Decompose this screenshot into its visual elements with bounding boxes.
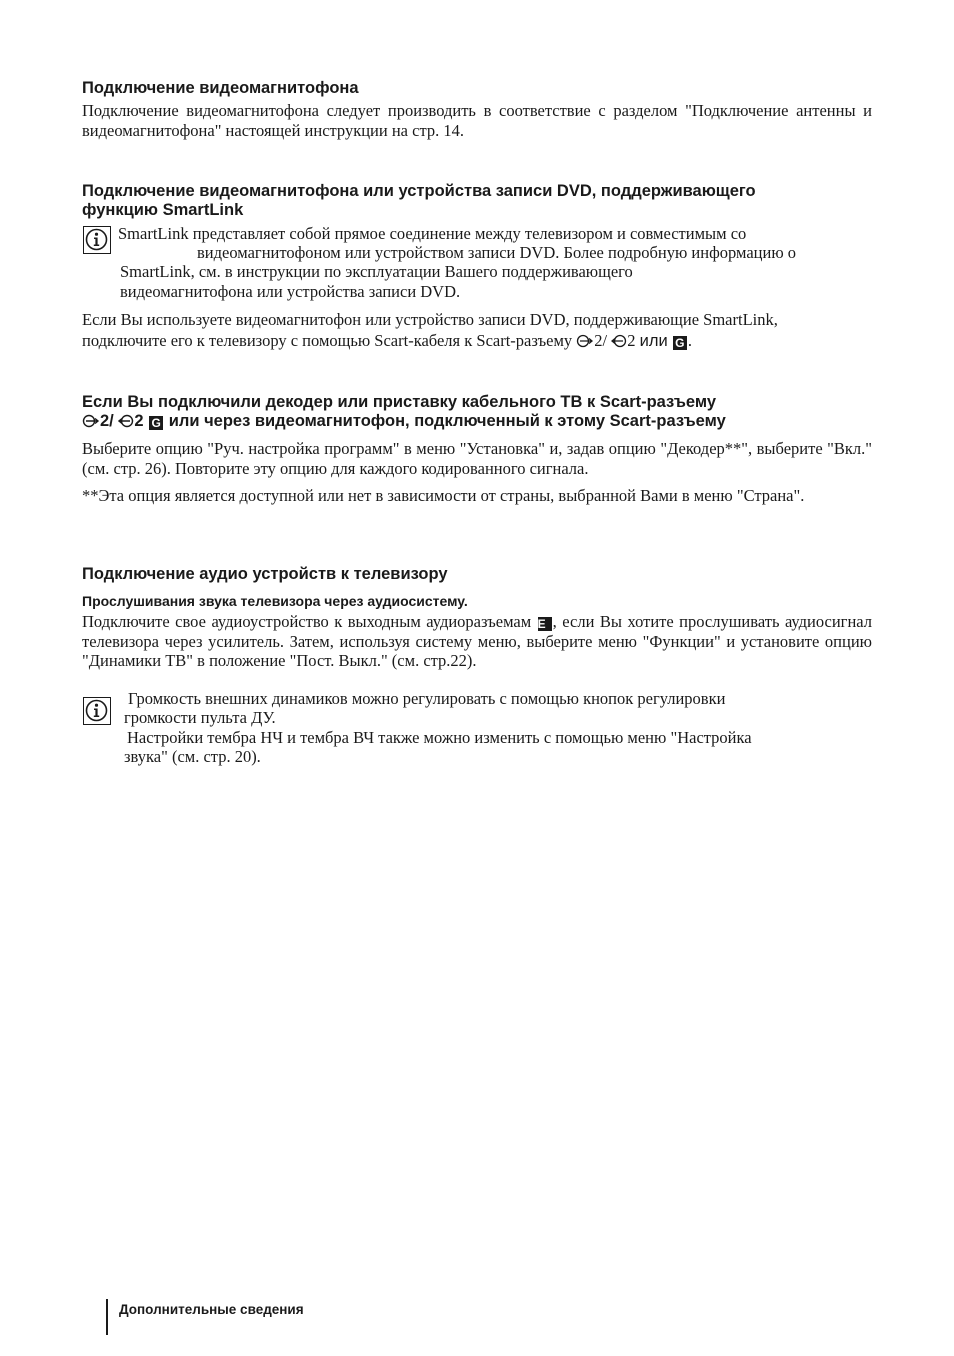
note-audio-2-line2: звука" (см. стр. 20). (124, 747, 261, 766)
scart-input-icon (82, 414, 100, 433)
sentence-end: . (687, 331, 692, 350)
section-text-audio (82, 612, 872, 671)
scart-output-icon (118, 414, 134, 433)
section-title-decoder-line2 (82, 412, 726, 433)
body-smartlink-line2-text: подключите его к телевизору с помощью Scart-кабеля к Scart-разъему (82, 331, 573, 350)
info-icon (83, 226, 111, 254)
note-smartlink-line1: SmartLink представляет собой прямое соединение между телевизором и совместимым со (118, 224, 747, 243)
body-smartlink-line2 (82, 331, 692, 353)
connector-badge-g: G (149, 416, 163, 430)
note-audio-2-line1: Настройки тембра НЧ и тембра ВЧ также можно изменить с помощью меню "Настройка (127, 728, 752, 747)
footer-rule (106, 1299, 108, 1335)
footer-section-label: Дополнительные сведения (119, 1302, 304, 1317)
or-word: или (639, 332, 668, 350)
body-smartlink-line1: Если Вы используете видеомагнитофон или устройство записи DVD, поддерживающие SmartLink, (82, 310, 778, 329)
note-smartlink-line3: SmartLink, см. в инструкции по эксплуатации Вашего поддерживающего (120, 262, 633, 281)
note-audio-1-line1: Громкость внешних динамиков можно регулировать с помощью кнопок регулировки (128, 689, 726, 708)
scart-number-1: 2/ (100, 412, 114, 430)
section-title-smartlink-line2: функцию SmartLink (82, 201, 244, 219)
scart-number-2: 2 (134, 412, 144, 430)
scart-input-icon (576, 333, 594, 353)
connector-badge-e: E (538, 617, 552, 631)
scart-output-icon (611, 333, 627, 353)
scart-number-1: 2/ (594, 331, 608, 350)
info-icon (83, 697, 111, 725)
note-smartlink-line2: видеомагнитофоном или устройством записи DVD. Более подробную информацию о (197, 243, 797, 262)
footnote-decoder: **Эта опция является доступной или нет в зависимости от страны, выбранной Вами в меню "Страна". (82, 486, 805, 505)
section-text-decoder: Выберите опцию "Руч. настройка программ" в меню "Установка" и, задав опцию "Декодер**", выберите "Вкл." (см. стр. 26). Повторите эту опцию для каждого кодированного сигнала. (82, 439, 872, 478)
audio-text-post: , если Вы хотите прослушивать аудиосигнал телевизора через усилитель. Затем, используя систему меню, выберите меню "Функции" и установите опцию "Динамики ТВ" в положение "Пост. Выкл." (см. стр.22). (82, 612, 872, 670)
section-text-vcr: Подключение видеомагнитофона следует производить в соответствие с разделом "Подключение антенны и видеомагнитофона" настоящей инструкции на стр. 14. (82, 101, 872, 140)
section-title-decoder-rest: или через видеомагнитофон, подключенный к этому Scart-разъему (168, 412, 726, 430)
note-smartlink-line4: видеомагнитофона или устройства записи DVD. (120, 282, 461, 301)
note-audio-1-line2: громкости пульта ДУ. (124, 708, 276, 727)
section-subtitle-audio: Прослушивания звука телевизора через аудиосистему. (82, 593, 468, 609)
scart-number-2: 2 (627, 331, 636, 350)
audio-text-pre: Подключите свое аудиоустройство к выходным аудиоразъемам (82, 612, 532, 631)
connector-badge-g: G (673, 336, 687, 350)
section-title-smartlink-line1: Подключение видеомагнитофона или устройства записи DVD, поддерживающего (82, 182, 756, 200)
section-title-vcr: Подключение видеомагнитофона (82, 79, 359, 97)
section-title-audio: Подключение аудио устройств к телевизору (82, 565, 448, 583)
section-title-decoder-line1: Если Вы подключили декодер или приставку кабельного ТВ к Scart-разъему (82, 393, 717, 411)
